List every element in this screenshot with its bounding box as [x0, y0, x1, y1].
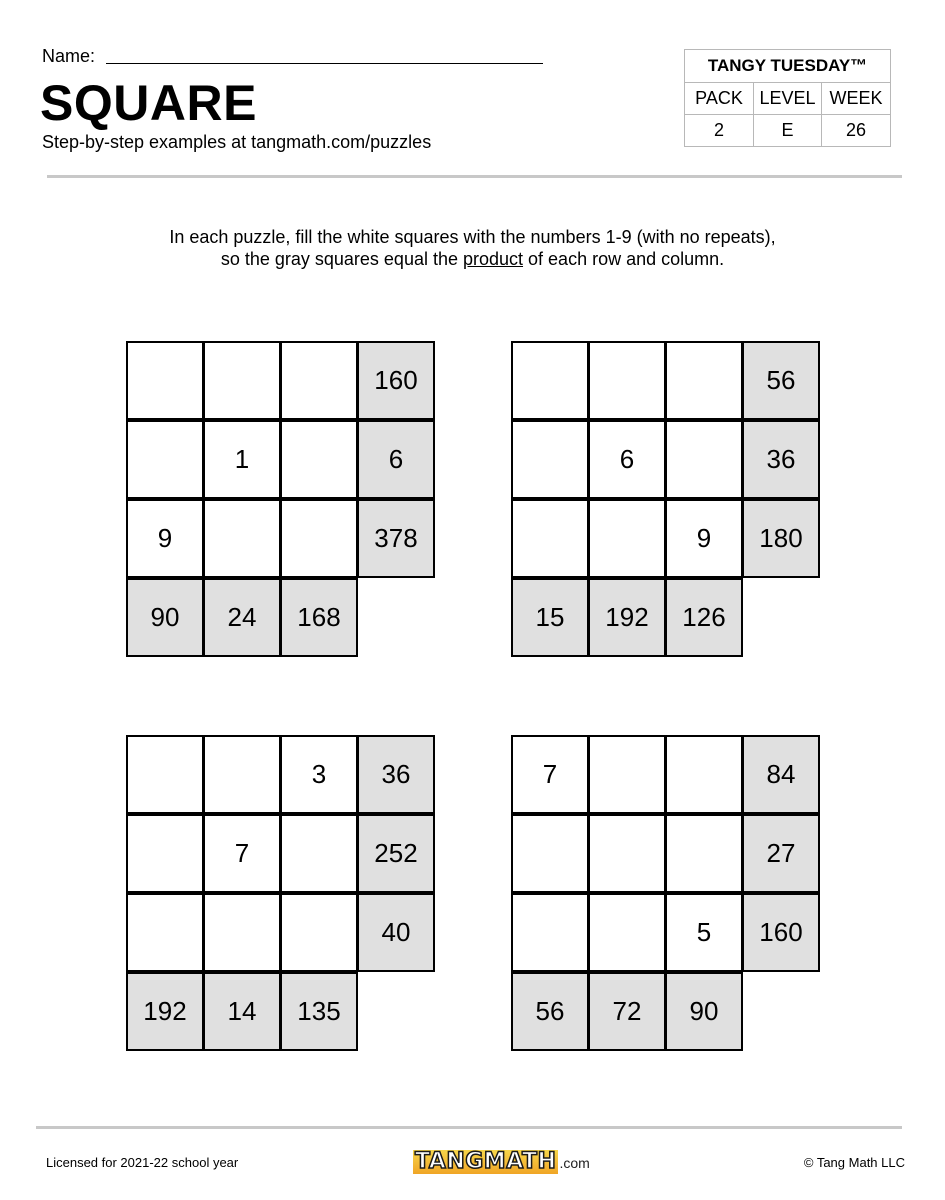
column-product-cell: 24: [203, 578, 281, 657]
top-divider: [47, 175, 902, 178]
row-product-cell: 6: [357, 420, 435, 499]
instructions-text: so the gray squares equal the: [220, 249, 463, 269]
answer-cell[interactable]: [665, 420, 743, 499]
given-number-cell: 7: [203, 814, 281, 893]
instructions: [0, 226, 945, 270]
answer-cell[interactable]: [588, 341, 666, 420]
column-product-cell: 72: [588, 972, 666, 1051]
row-product-cell: 40: [357, 893, 435, 972]
bottom-divider: [36, 1126, 902, 1129]
answer-cell[interactable]: [511, 341, 589, 420]
row-product-cell: 84: [742, 735, 820, 814]
column-product-cell: 90: [126, 578, 204, 657]
answer-cell[interactable]: [280, 420, 358, 499]
puzzle-1: [126, 341, 436, 657]
column-product-cell: 90: [665, 972, 743, 1051]
row-product-cell: 160: [742, 893, 820, 972]
answer-cell[interactable]: [280, 341, 358, 420]
row-product-cell: 160: [357, 341, 435, 420]
info-table: [684, 49, 891, 147]
given-number-cell: 9: [126, 499, 204, 578]
row-product-cell: 27: [742, 814, 820, 893]
answer-cell[interactable]: [203, 893, 281, 972]
answer-cell[interactable]: [126, 735, 204, 814]
answer-cell[interactable]: [511, 499, 589, 578]
puzzle-3: [126, 735, 436, 1051]
answer-cell[interactable]: [588, 735, 666, 814]
given-number-cell: 6: [588, 420, 666, 499]
puzzle-2: [511, 341, 821, 657]
row-product-cell: 252: [357, 814, 435, 893]
tangmath-logo: [413, 1150, 590, 1176]
info-title: TANGY TUESDAY™: [685, 50, 891, 83]
page-title: SQUARE: [40, 75, 257, 131]
product-emphasis: product: [462, 249, 524, 269]
answer-cell[interactable]: [280, 893, 358, 972]
logo-word: TANGMATH: [415, 1149, 557, 1174]
answer-cell[interactable]: [511, 893, 589, 972]
answer-cell[interactable]: [665, 735, 743, 814]
name-label: Name:: [42, 46, 96, 66]
answer-cell[interactable]: [280, 814, 358, 893]
answer-cell[interactable]: [665, 814, 743, 893]
column-product-cell: 135: [280, 972, 358, 1051]
license-text: Licensed for 2021-22 school year: [46, 1155, 239, 1170]
row-product-cell: 56: [742, 341, 820, 420]
column-product-cell: 168: [280, 578, 358, 657]
answer-cell[interactable]: [588, 893, 666, 972]
copyright-text: © Tang Math LLC: [803, 1155, 905, 1170]
given-number-cell: 7: [511, 735, 589, 814]
subtitle: Step-by-step examples at tangmath.com/puzzles: [42, 132, 432, 152]
instructions-line-1: In each puzzle, fill the white squares with the numbers 1-9 (with no repeats),: [169, 227, 776, 247]
given-number-cell: 9: [665, 499, 743, 578]
given-number-cell: 1: [203, 420, 281, 499]
row-product-cell: 36: [742, 420, 820, 499]
answer-cell[interactable]: [126, 341, 204, 420]
logo-tld: .com: [559, 1155, 590, 1171]
row-product-cell: 378: [357, 499, 435, 578]
answer-cell[interactable]: [280, 499, 358, 578]
answer-cell[interactable]: [126, 420, 204, 499]
answer-cell[interactable]: [665, 341, 743, 420]
instructions-text: of each row and column.: [523, 249, 725, 269]
instructions-line-2: [0, 248, 945, 270]
answer-cell[interactable]: [203, 499, 281, 578]
name-line[interactable]: [106, 63, 543, 64]
answer-cell[interactable]: [126, 893, 204, 972]
info-col-week: WEEK: [822, 83, 891, 115]
info-value-level: E: [754, 115, 822, 147]
column-product-cell: 56: [511, 972, 589, 1051]
column-product-cell: 192: [588, 578, 666, 657]
answer-cell[interactable]: [203, 735, 281, 814]
row-product-cell: 180: [742, 499, 820, 578]
info-value-week: 26: [822, 115, 891, 147]
column-product-cell: 192: [126, 972, 204, 1051]
puzzle-4: [511, 735, 821, 1051]
column-product-cell: 15: [511, 578, 589, 657]
answer-cell[interactable]: [511, 420, 589, 499]
info-col-level: LEVEL: [754, 83, 822, 115]
given-number-cell: 5: [665, 893, 743, 972]
info-col-pack: PACK: [685, 83, 754, 115]
row-product-cell: 36: [357, 735, 435, 814]
column-product-cell: 126: [665, 578, 743, 657]
answer-cell[interactable]: [588, 499, 666, 578]
answer-cell[interactable]: [126, 814, 204, 893]
given-number-cell: 3: [280, 735, 358, 814]
info-value-pack: 2: [685, 115, 754, 147]
answer-cell[interactable]: [203, 341, 281, 420]
answer-cell[interactable]: [511, 814, 589, 893]
column-product-cell: 14: [203, 972, 281, 1051]
answer-cell[interactable]: [588, 814, 666, 893]
